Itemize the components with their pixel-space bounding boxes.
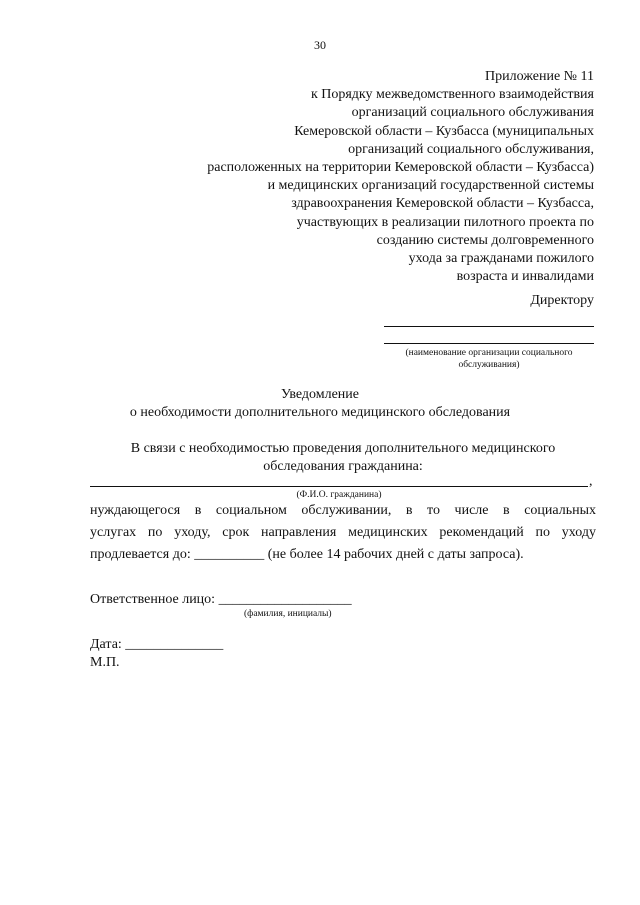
appendix-line: созданию системы долговременного [376,232,594,248]
director-label: Директору [530,293,594,308]
intro-line: обследования гражданина: [263,459,423,474]
appendix-line: к Порядку межведомственного взаимодействия [310,87,594,103]
appendix-line: расположенных на территории Кемеровской области – Кузбасса) [207,160,594,176]
responsible-person-field: Ответственное лицо: ___________________ [90,592,352,607]
title-line: о необходимости дополнительного медицинского обследования [129,405,511,420]
organization-caption [384,347,594,371]
appendix-line: ухода за гражданами пожилого [408,251,594,267]
director-name-line [384,326,594,327]
appendix-line: организаций социального обслуживания [351,105,594,121]
responsible-person-caption: (фамилия, инициалы) [244,609,332,619]
citizen-name-line [90,486,588,487]
organization-caption-line: обслуживания) [458,360,520,370]
body-paragraph [90,500,596,566]
intro-line: В связи с необходимостью проведения дополнительного медицинского [130,441,556,456]
page-number: 30 [314,38,326,52]
body-line: продлевается до: __________ (не более 14 рабочих дней с даты запроса). [90,547,524,562]
appendix-line: возраста и инвалидами [456,269,594,285]
appendix-line: Приложение № 11 [485,69,594,84]
intro-paragraph [90,440,596,476]
organization-name-line [384,343,594,344]
stamp-placeholder: М.П. [90,655,120,670]
citizen-name-caption: (Ф.И.О. гражданина) [296,490,382,500]
appendix-line: организаций социального обслуживания, [348,141,594,157]
body-line: услугах по уходу, срок направления медицинских рекомендаций по уходу [90,525,596,540]
date-field: Дата: ______________ [90,637,224,652]
appendix-line: участвующих в реализации пилотного проекта по [296,214,594,230]
appendix-line: и медицинских организаций государственной системы [267,178,594,194]
appendix-line: здравоохранения Кемеровской области – Кузбасса, [291,196,594,212]
document-title [0,386,640,422]
citizen-name-comma: , [589,474,593,489]
appendix-header [174,68,594,286]
title-line: Уведомление [280,387,359,402]
organization-caption-line: (наименование организации социального [405,348,573,358]
appendix-line: Кемеровской области – Кузбасса (муниципальных [294,123,594,139]
body-line: нуждающегося в социальном обслуживании, в то числе в социальных [90,503,596,518]
